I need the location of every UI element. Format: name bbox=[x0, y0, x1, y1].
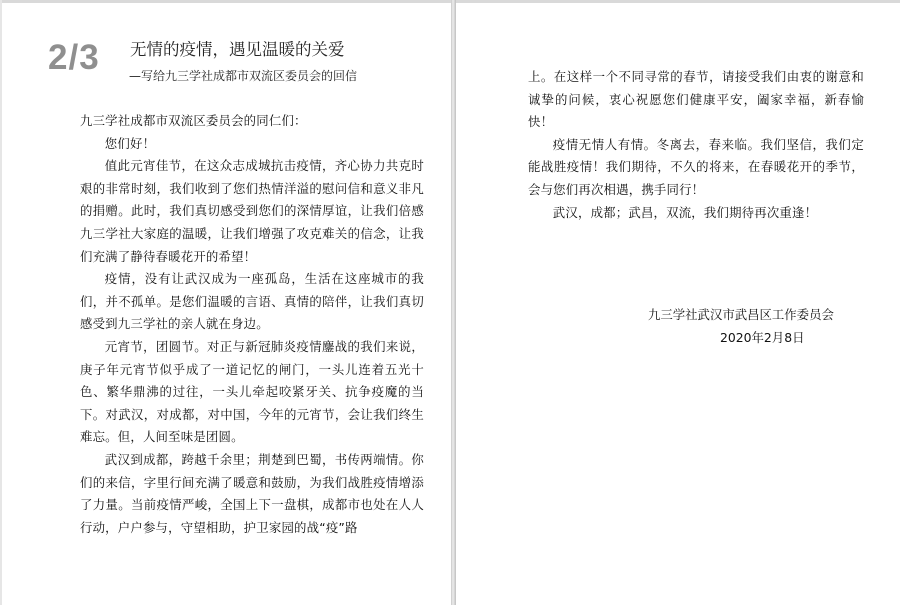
book-spine-divider bbox=[451, 0, 456, 605]
body-paragraph: 元宵节，团圆节。对正与新冠肺炎疫情鏖战的我们来说，庚子年元宵节似乎成了一道记忆的闸门，一头儿连着五光十色、繁华鼎沸的过往，一头儿牵起咬紧牙关、抗争疫魔的当下。对武汉，对成都，对中国，今年的元宵节，会让我们终生难忘。但，人间至味是团圆。 bbox=[80, 338, 424, 445]
signature-block bbox=[640, 303, 880, 349]
right-page-body bbox=[528, 66, 864, 224]
page-left-edge bbox=[0, 0, 2, 605]
left-page-body bbox=[80, 110, 424, 539]
body-paragraph: 武汉到成都，跨越千余里；荆楚到巴蜀，书传两端情。你们的来信，字里行间充满了暖意和鼓励，为我们战胜疫情增添了力量。当前疫情严峻，全国上下一盘棋，成都市也处在人人行动，户户参与，守望相助，护卫家园的战“疫”路 bbox=[80, 451, 424, 535]
signature-date: 2020年2月8日 bbox=[720, 330, 805, 345]
body-paragraph: 疫情，没有让武汉成为一座孤岛，生活在这座城市的我们，并不孤单。是您们温暖的言语、真情的陪伴，让我们真切感受到九三学社的亲人就在身边。 bbox=[80, 271, 424, 332]
page-number: 2/3 bbox=[48, 38, 100, 77]
letter-title: 无情的疫情，遇见温暖的关爱 bbox=[130, 40, 345, 59]
greeting: 您们好！ bbox=[104, 135, 156, 151]
page-top-edge bbox=[0, 0, 900, 3]
body-paragraph: 值此元宵佳节，在这众志成城抗击疫情，齐心协力共克时艰的非常时刻，我们收到了您们热情洋溢的慰问信和意义非凡的捐赠。此时，我们真切感受到您们的深情厚谊，让我们倍感九三学社大家庭的温暖，让我们增强了攻克难关的信念，让我们充满了静待春暖花开的希望！ bbox=[80, 158, 424, 264]
salutation: 九三学社成都市双流区委员会的同仁们： bbox=[80, 113, 307, 128]
closing-line: 武汉，成都；武昌，双流，我们期待再次重逢！ bbox=[552, 204, 818, 220]
signature-organization: 九三学社武汉市武昌区工作委员会 bbox=[648, 307, 834, 322]
body-paragraph-continued: 上。在这样一个不同寻常的春节，请接受我们由衷的谢意和诚挚的问候，衷心祝愿您们健康平安，阖家幸福，新春愉快！ bbox=[528, 69, 864, 130]
body-paragraph: 疫情无情人有情。冬离去，春来临。我们坚信，我们定能战胜疫情！我们期待，不久的将来，在春暖花开的季节，会与您们再次相遇，携手同行！ bbox=[528, 136, 864, 197]
letter-subtitle: —写给九三学社成都市双流区委员会的回信 bbox=[129, 69, 358, 83]
